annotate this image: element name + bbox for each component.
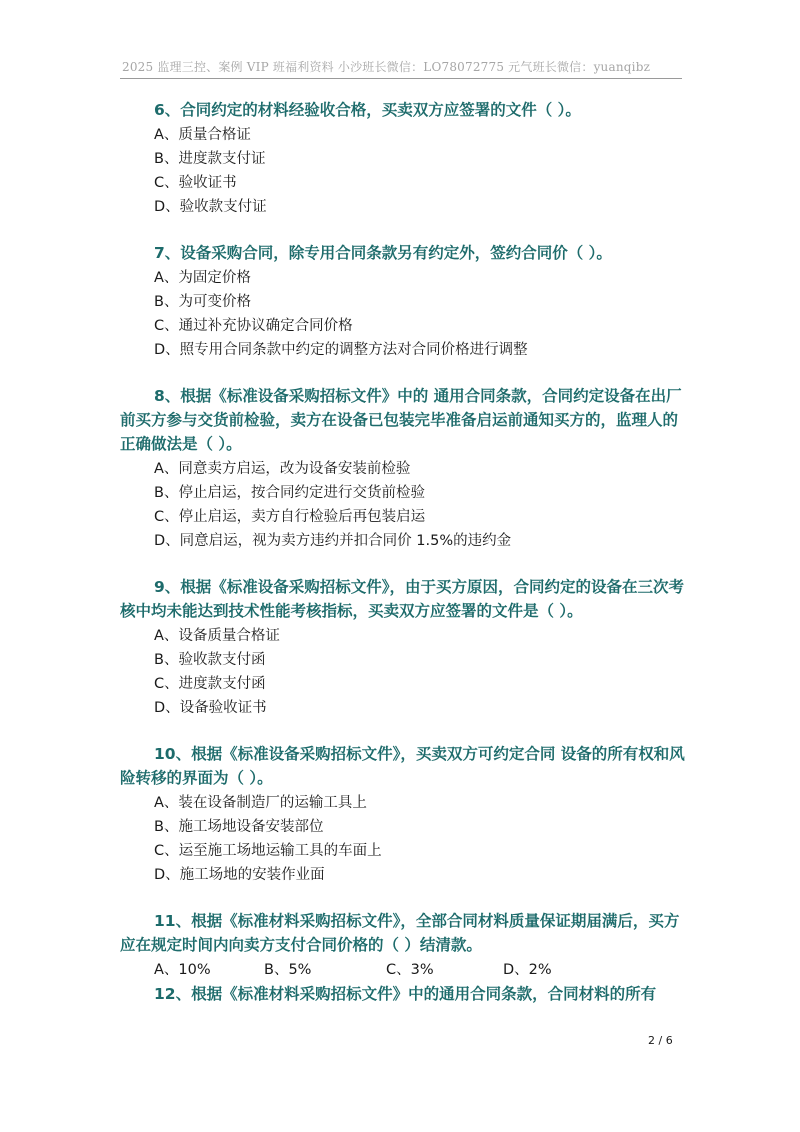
question-8-option-b: B、停止启运，按合同约定进行交货前检验 [154, 485, 425, 501]
question-12-title: 12、根据《标准材料采购招标文件》中的通用合同条款，合同材料的所有 [154, 985, 657, 1003]
question-11-option-d: D、2% [503, 962, 552, 978]
question-10-title: 10、根据《标准设备采购招标文件》，买卖双方可约定合同 设备的所有权和风险转移的界面为（ ）。 [120, 745, 685, 787]
question-6 [120, 98, 690, 219]
question-6-title: 6、合同约定的材料经验收合格，买卖双方应签署的文件（ ）。 [154, 101, 581, 119]
question-7-option-d: D、照专用合同条款中约定的调整方法对合同价格进行调整 [154, 342, 528, 358]
question-8 [120, 384, 690, 553]
question-10 [120, 742, 690, 887]
question-11-option-c: C、3% [386, 962, 434, 978]
question-12 [120, 982, 690, 1006]
question-6-option-a: A、质量合格证 [154, 127, 251, 143]
question-9-title: 9、根据《标准设备采购招标文件》，由于买方原因，合同约定的设备在三次考核中均未能达到技术性能考核指标，买卖双方应签署的文件是（ ）。 [120, 578, 685, 620]
question-11-option-b: B、5% [264, 962, 312, 978]
question-7-option-b: B、为可变价格 [154, 294, 251, 310]
question-7-title: 7、设备采购合同，除专用合同条款另有约定外，签约合同价（ ）。 [154, 244, 612, 262]
question-9-option-a: A、设备质量合格证 [154, 628, 280, 644]
question-7-option-c: C、通过补充协议确定合同价格 [154, 318, 353, 334]
page-header: 2025 监理三控、案例 VIP 班福利资料 小沙班长微信：LO78072775 元气班长微信：yuanqibz [122, 60, 651, 74]
question-9 [120, 575, 690, 720]
question-10-option-d: D、施工场地的安装作业面 [154, 867, 325, 883]
question-10-option-b: B、施工场地设备安装部位 [154, 819, 324, 835]
page-number: 2 / 6 [648, 1034, 673, 1047]
question-11-options [154, 958, 690, 982]
question-6-option-b: B、进度款支付证 [154, 151, 266, 167]
question-9-option-b: B、验收款支付函 [154, 652, 266, 668]
question-8-option-c: C、停止启运，卖方自行检验后再包装启运 [154, 509, 426, 525]
question-list [120, 98, 690, 1007]
question-11-title: 11、根据《标准材料采购招标文件》，全部合同材料质量保证期届满后，买方应在规定时间内向卖方支付合同价格的（ ）结清款。 [120, 912, 680, 954]
question-7 [120, 241, 690, 362]
header-divider [120, 78, 682, 79]
question-8-title: 8、根据《标准设备采购招标文件》中的 通用合同条款，合同约定设备在出厂前买方参与交货前检验，卖方在设备已包装完毕准备启运前通知买方的，监理人的正确做法是（ ）。 [120, 387, 682, 453]
question-9-option-d: D、设备验收证书 [154, 700, 267, 716]
question-10-option-c: C、运至施工场地运输工具的车面上 [154, 843, 382, 859]
question-7-option-a: A、为固定价格 [154, 270, 251, 286]
question-11-option-a: A、10% [154, 962, 211, 978]
question-11 [120, 909, 690, 982]
question-9-option-c: C、进度款支付函 [154, 676, 266, 692]
question-6-option-c: C、验收证书 [154, 175, 237, 191]
question-8-option-d: D、同意启运，视为卖方违约并扣合同价 1.5%的违约金 [154, 533, 512, 549]
question-10-option-a: A、装在设备制造厂的运输工具上 [154, 795, 367, 811]
question-6-option-d: D、验收款支付证 [154, 199, 267, 215]
question-8-option-a: A、同意卖方启运，改为设备安装前检验 [154, 461, 411, 477]
